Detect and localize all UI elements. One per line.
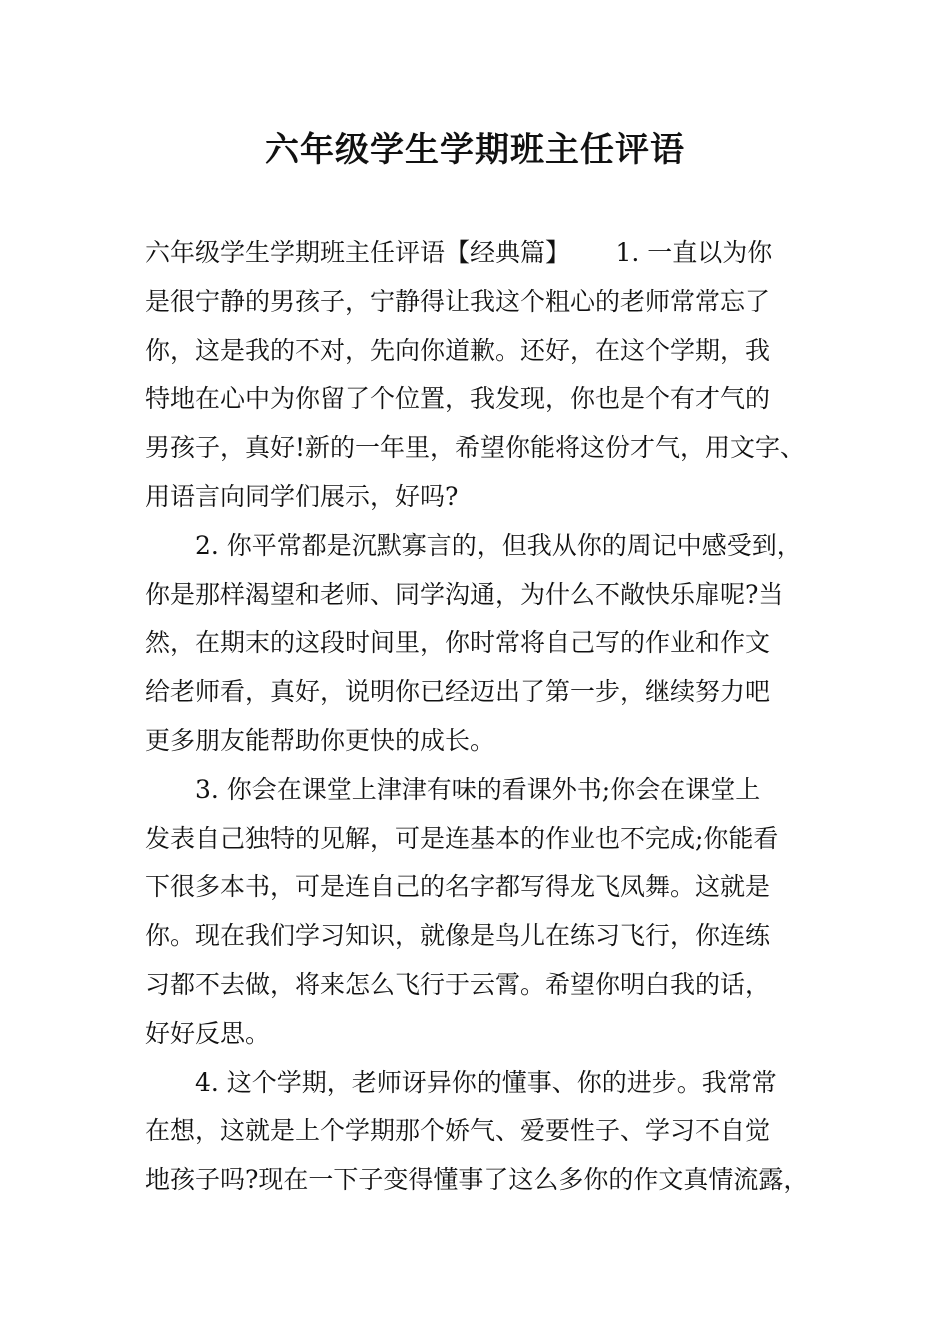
body-line: 六年级学生学期班主任评语【经典篇】 1. 一直以为你 <box>145 238 773 267</box>
body-line: 你。现在我们学习知识，就像是鸟儿在练习飞行，你连练 <box>145 921 771 951</box>
body-line: 男孩子，真好!新的一年里，希望你能将这份才气，用文字、 <box>145 433 806 463</box>
document-title: 六年级学生学期班主任评语 <box>265 130 685 170</box>
body-line: 你，这是我的不对，先向你道歉。还好，在这个学期，我 <box>145 335 771 365</box>
body-line: 4. 这个学期，老师讶异你的懂事、你的进步。我常常 <box>145 1067 777 1097</box>
document-body <box>145 229 825 1205</box>
body-line: 地孩子吗?现在一下子变得懂事了这么多你的作文真情流露， <box>145 1165 809 1195</box>
body-line: 在想，这就是上个学期那个娇气、爱要性子、学习不自觉 <box>145 1116 771 1146</box>
body-line: 发表自己独特的见解，可是连基本的作业也不完成;你能看 <box>145 823 779 853</box>
body-line: 更多朋友能帮助你更快的成长。 <box>145 725 496 755</box>
body-line: 你是那样渴望和老师、同学沟通，为什么不敞快乐扉呢?当 <box>145 579 784 609</box>
body-line: 好好反思。 <box>145 1018 271 1048</box>
body-line: 下很多本书，可是连自己的名字都写得龙飞凤舞。这就是 <box>145 872 771 902</box>
body-line: 给老师看，真好，说明你已经迈出了第一步，继续努力吧 <box>145 677 771 707</box>
body-line: 是很宁静的男孩子，宁静得让我这个粗心的老师常常忘了 <box>145 286 771 316</box>
body-line: 3. 你会在课堂上津津有味的看课外书;你会在课堂上 <box>145 774 761 804</box>
body-line: 2. 你平常都是沉默寡言的，但我从你的周记中感受到， <box>145 530 802 560</box>
body-line: 习都不去做，将来怎么飞行于云霄。希望你明白我的话， <box>145 969 771 999</box>
body-line: 特地在心中为你留了个位置，我发现，你也是个有才气的 <box>145 384 771 414</box>
body-line: 用语言向同学们展示，好吗? <box>145 481 459 511</box>
body-line: 然，在期末的这段时间里，你时常将自己写的作业和作文 <box>145 628 771 658</box>
